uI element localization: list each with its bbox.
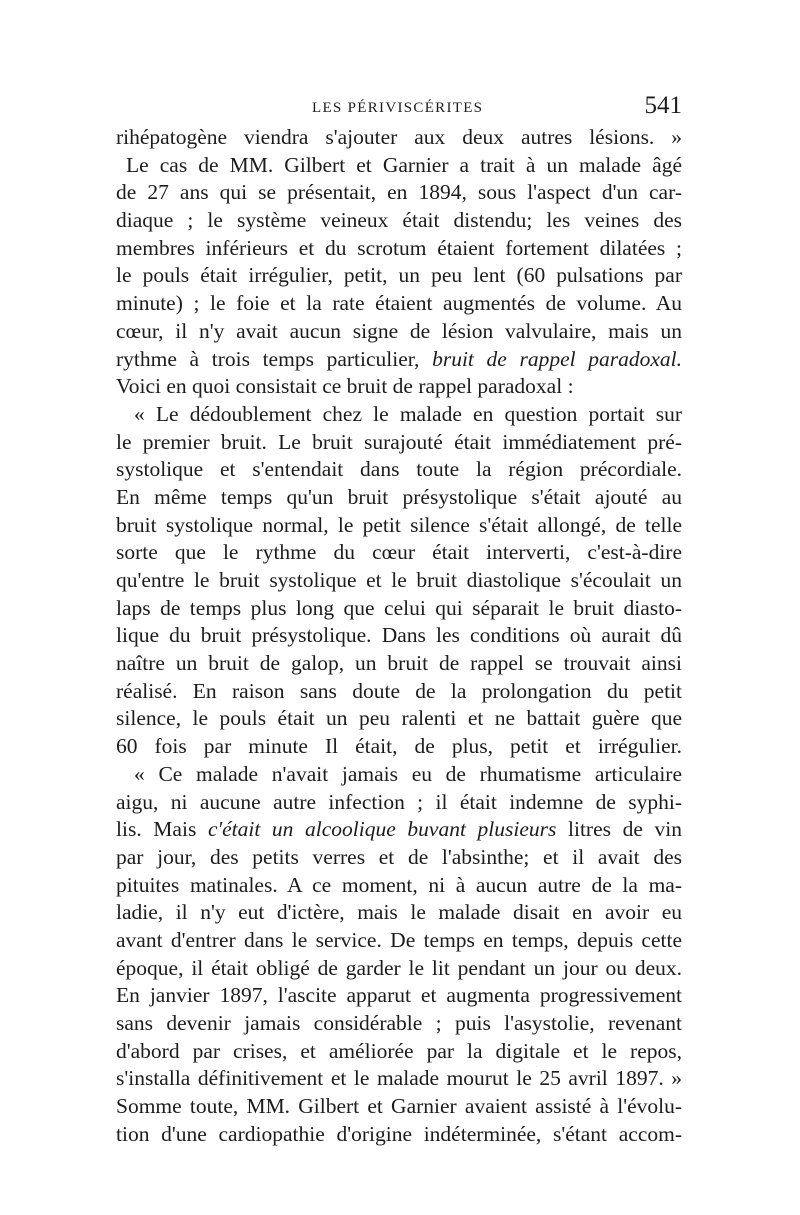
text-line: silence, le pouls était un peu ralenti et ne battait guère que <box>116 706 682 731</box>
text-line: rihépatogène viendra s'ajouter aux deux autres lésions. » <box>116 125 682 149</box>
text-line-with-emphasis <box>116 346 682 374</box>
text-line: En janvier 1897, l'ascite apparut et augmenta progressivement <box>116 983 682 1008</box>
text-line-with-emphasis <box>116 816 682 844</box>
text-line: minute) ; le foie et la rate étaient augmentés de volume. Au <box>116 291 682 316</box>
text-line: ladie, il n'y eut d'ictère, mais le malade disait en avoir eu <box>116 900 682 925</box>
emphasis-text: c'était un alcoolique buvant plusieurs <box>207 817 557 842</box>
text-line: par jour, des petits verres et de l'absinthe; et il avait des <box>116 844 682 869</box>
text-line: systolique et s'entendait dans toute la région précordiale. <box>116 457 682 482</box>
text-line: tion d'une cardiopathie d'origine indéterminée, s'étant accom- <box>116 1121 682 1146</box>
text-line: bruit systolique normal, le petit silence s'était allongé, de telle <box>116 512 682 537</box>
text-line: qu'entre le bruit systolique et le bruit diastolique s'écoulait un <box>116 568 682 592</box>
text-line: Le cas de MM. Gilbert et Garnier a trait à un malade âgé <box>126 152 682 177</box>
text-line: naître un bruit de galop, un bruit de rappel se trouvait ainsi <box>116 651 682 676</box>
text-line: époque, il était obligé de garder le lit pendant un jour ou deux. <box>116 955 682 980</box>
text-line: sans devenir jamais considérable ; puis l'asystolie, revenant <box>116 1011 682 1035</box>
text-line: lique du bruit présystolique. Dans les conditions où aurait dû <box>116 623 682 648</box>
text-line: le premier bruit. Le bruit surajouté était immédiatement pré- <box>116 429 682 454</box>
text-line: diaque ; le système veineux était distendu; les veines des <box>116 208 682 233</box>
body-text <box>116 124 682 1148</box>
text-line: le pouls était irrégulier, petit, un peu lent (60 pulsations par <box>116 263 682 288</box>
text-line: laps de temps plus long que celui qui séparait le bruit diasto- <box>116 595 682 620</box>
emphasis-text: bruit de rappel paradoxal. <box>432 346 682 371</box>
text-line: sorte que le rythme du cœur était interverti, c'est-à-dire <box>116 540 682 565</box>
text-line: s'installa définitivement et le malade mourut le 25 avril 1897. » <box>116 1066 682 1091</box>
page-number: 541 <box>644 92 682 119</box>
text-line: En même temps qu'un bruit présystolique s'était ajouté au <box>116 484 682 509</box>
text-line: Voici en quoi consistait ce bruit de rappel paradoxal : <box>116 374 574 399</box>
text-line: réalisé. En raison sans doute de la prolongation du petit <box>116 678 682 703</box>
running-head-title: LES PÉRIVISCÉRITES <box>312 100 484 116</box>
text-segment: rythme à trois temps particulier, <box>116 346 433 371</box>
text-line: de 27 ans qui se présentait, en 1894, sous l'aspect d'un car- <box>116 180 682 205</box>
text-segment: litres de vin <box>556 817 683 842</box>
text-line: cœur, il n'y avait aucun signe de lésion valvulaire, mais un <box>116 318 682 343</box>
text-line: aigu, ni aucune autre infection ; il était indemne de syphi- <box>116 789 682 814</box>
text-line: pituites matinales. A ce moment, ni à aucun autre de la ma- <box>116 872 682 897</box>
text-line: 60 fois par minute Il était, de plus, petit et irrégulier. <box>116 734 682 759</box>
running-header <box>116 92 682 128</box>
text-line: membres inférieurs et du scrotum étaient fortement dilatées ; <box>116 235 682 260</box>
text-line: avant d'entrer dans le service. De temps en temps, depuis cette <box>116 927 682 952</box>
text-line: d'abord par crises, et améliorée par la digitale et le repos, <box>116 1038 682 1063</box>
text-segment: lis. Mais <box>116 817 208 842</box>
text-line: Somme toute, MM. Gilbert et Garnier avaient assisté à l'évolu- <box>116 1094 682 1119</box>
text-line: « Ce malade n'avait jamais eu de rhumatisme articulaire <box>134 761 682 786</box>
text-line: « Le dédoublement chez le malade en question portait sur <box>134 401 682 426</box>
